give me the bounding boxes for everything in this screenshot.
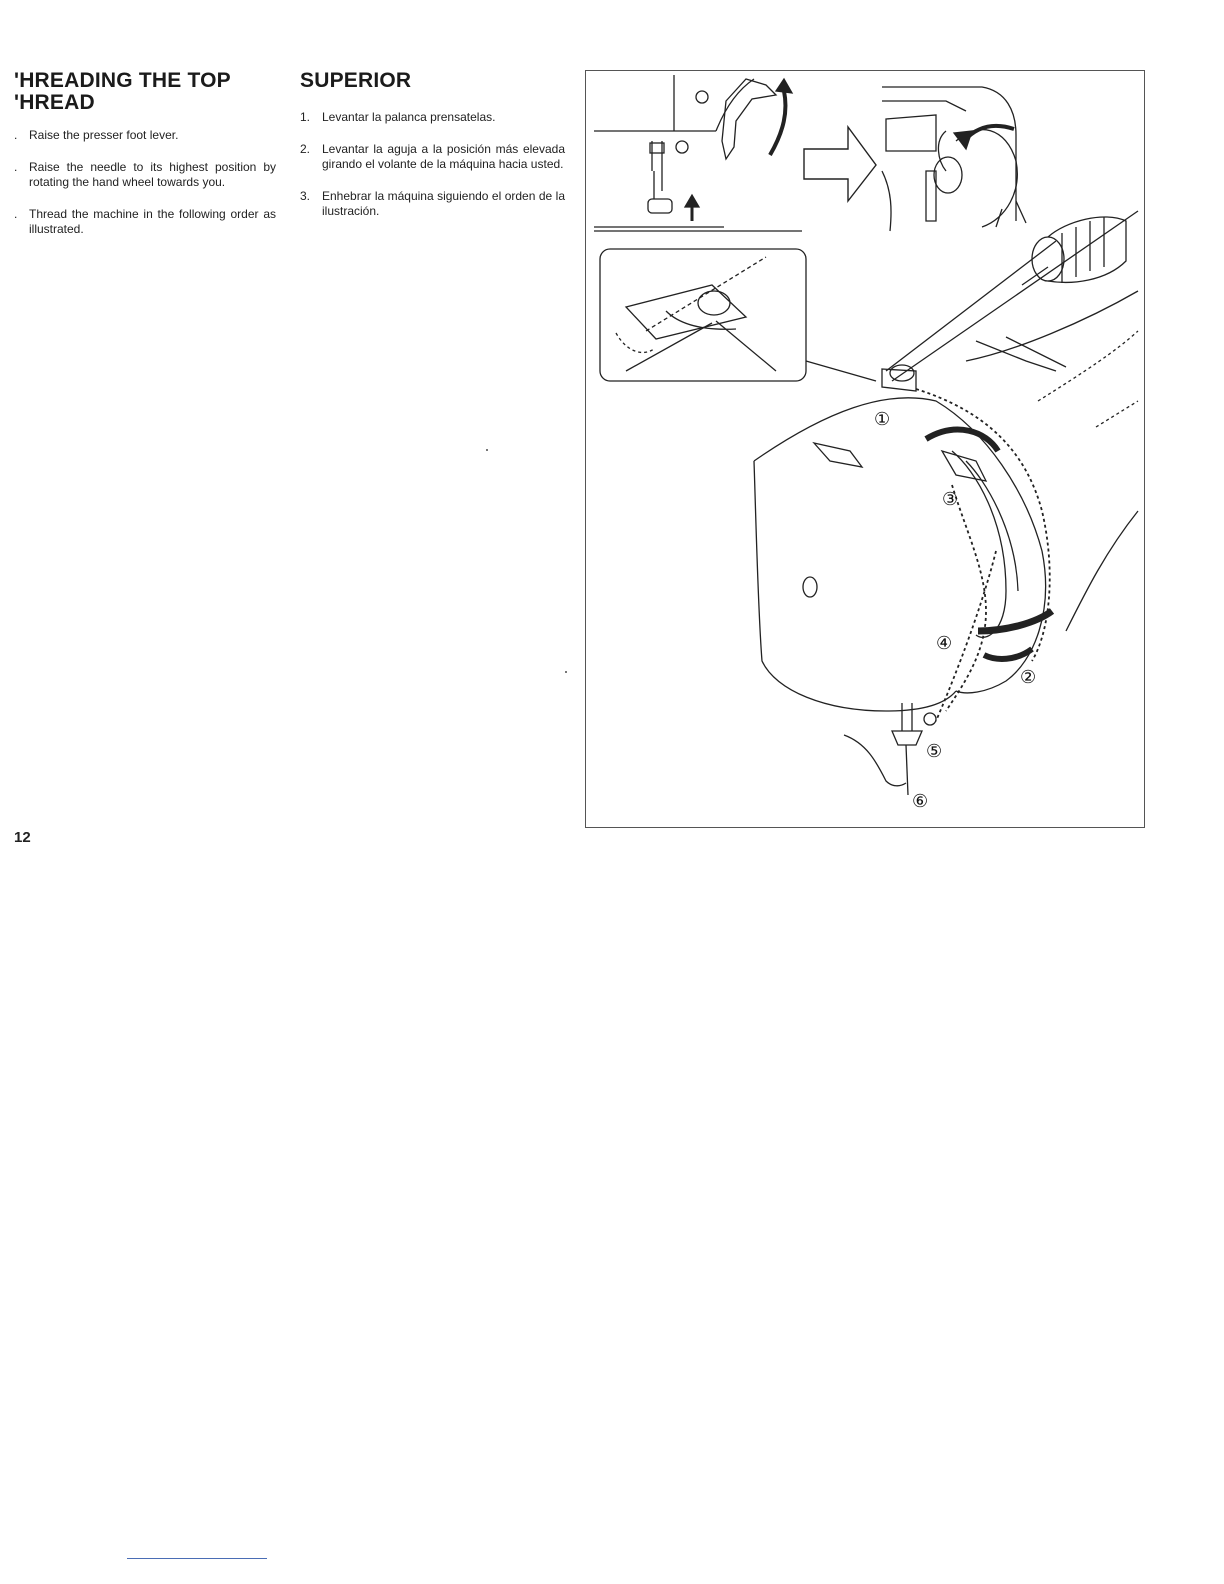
english-step-2: . Raise the needle to its highest position by rotating the hand wheel towards you. (14, 159, 276, 189)
lever-arrow-head (776, 79, 792, 93)
scan-speck (565, 671, 567, 673)
spanish-step-3: 3. Enhebrar la máquina siguiendo el orden de la ilustración. (300, 188, 565, 218)
thread-step-6-label: ⑥ (912, 791, 929, 812)
lever-up-arrow (770, 91, 785, 155)
page-number: 12 (14, 829, 31, 846)
thread-step-4-label: ④ (936, 633, 953, 654)
english-step-3: . Thread the machine in the following order as illustrated. (14, 206, 276, 236)
threading-drawing (586, 71, 1144, 827)
spanish-step-2: 2. Levantar la aguja a la posición más elevada girando el volante de la máquina hacia usted. (300, 141, 565, 171)
spool-pin (1022, 217, 1126, 285)
english-heading-line-1: 'HREADING THE TOP (14, 69, 231, 92)
spanish-heading: SUPERIOR (300, 69, 412, 92)
bottom-rule (127, 1558, 267, 1559)
thread-step-2-label: ② (1020, 667, 1037, 688)
english-step-1: . Raise the presser foot lever. (14, 128, 179, 142)
english-heading (14, 70, 276, 114)
sequence-arrow (804, 127, 876, 201)
english-steps (14, 128, 276, 238)
english-column (14, 70, 276, 254)
thread-step-5-label: ⑤ (926, 741, 943, 762)
scan-speck (486, 449, 488, 451)
spanish-step-1: 1. Levantar la palanca prensatelas. (300, 110, 496, 124)
spanish-steps (300, 110, 565, 220)
thread-guide (882, 369, 916, 391)
handwheel-inset (882, 87, 1026, 231)
thread-step-1-label: ① (874, 409, 891, 430)
thread-guide-detail-inset (600, 249, 806, 381)
thread-step-3-label: ③ (942, 489, 959, 510)
english-heading-line-2: 'HREAD (14, 91, 95, 114)
threading-illustration (585, 70, 1145, 828)
spanish-column (300, 70, 565, 236)
needle-area (844, 703, 936, 795)
